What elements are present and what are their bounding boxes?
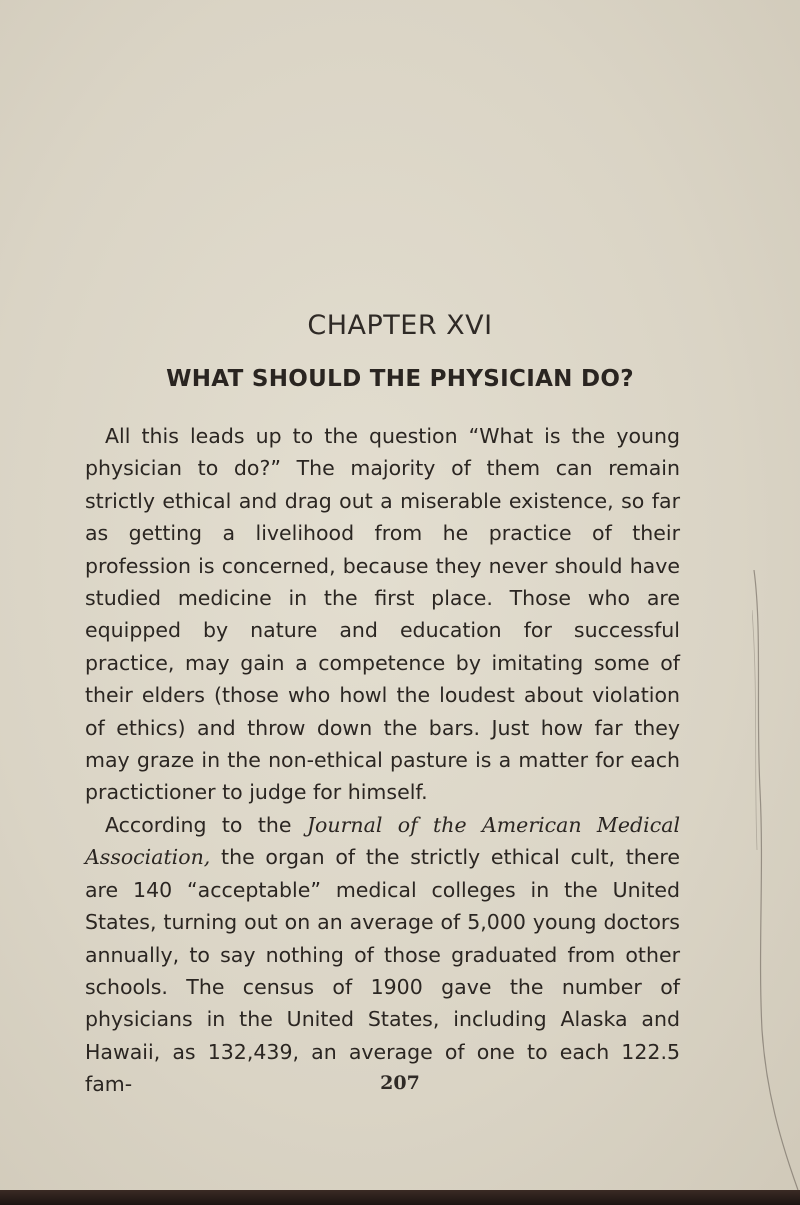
chapter-heading: CHAPTER XVI — [307, 310, 493, 341]
page-edge-shadow — [752, 570, 800, 1190]
chapter-title: WHAT SHOULD THE PHYSICIAN DO? — [166, 366, 634, 392]
paragraph-1: All this leads up to the question “What is the young physician to do?” The majority of them can remain strictly ethical and drag out a miserable existence, so far as getting a livelihood from he practice of their profession is concerned, because they never should have studied medicine in the first place. Those who are equipped by nature and education for successful practice, may gain a competence by imitating some of their elders (those who howl the loudest about violation of ethics) and throw down the bars. Just how far they may graze in the non-ethical pasture is a matter for each practictioner to judge for himself. — [85, 424, 680, 805]
page-number: 207 — [380, 1072, 420, 1094]
paragraph-2-rest: the organ of the strictly ethical cult, there are 140 “acceptable” medical colleges in the United States, turning out on an average of 5,000 young doctors annually, to say nothing of those graduated from other schools. The census of 1900 gave the number of physicians in the United States, including Alaska and Hawaii, as 132,439, an average of one to each 122.5 fam- — [85, 845, 680, 1097]
journal-title: Journal of the American Medical Association, — [85, 812, 680, 870]
body-text — [85, 420, 680, 1101]
paragraph-2 — [85, 809, 680, 1101]
page-bottom-edge — [0, 1190, 800, 1205]
paragraph-2-start: According to the — [105, 812, 307, 837]
